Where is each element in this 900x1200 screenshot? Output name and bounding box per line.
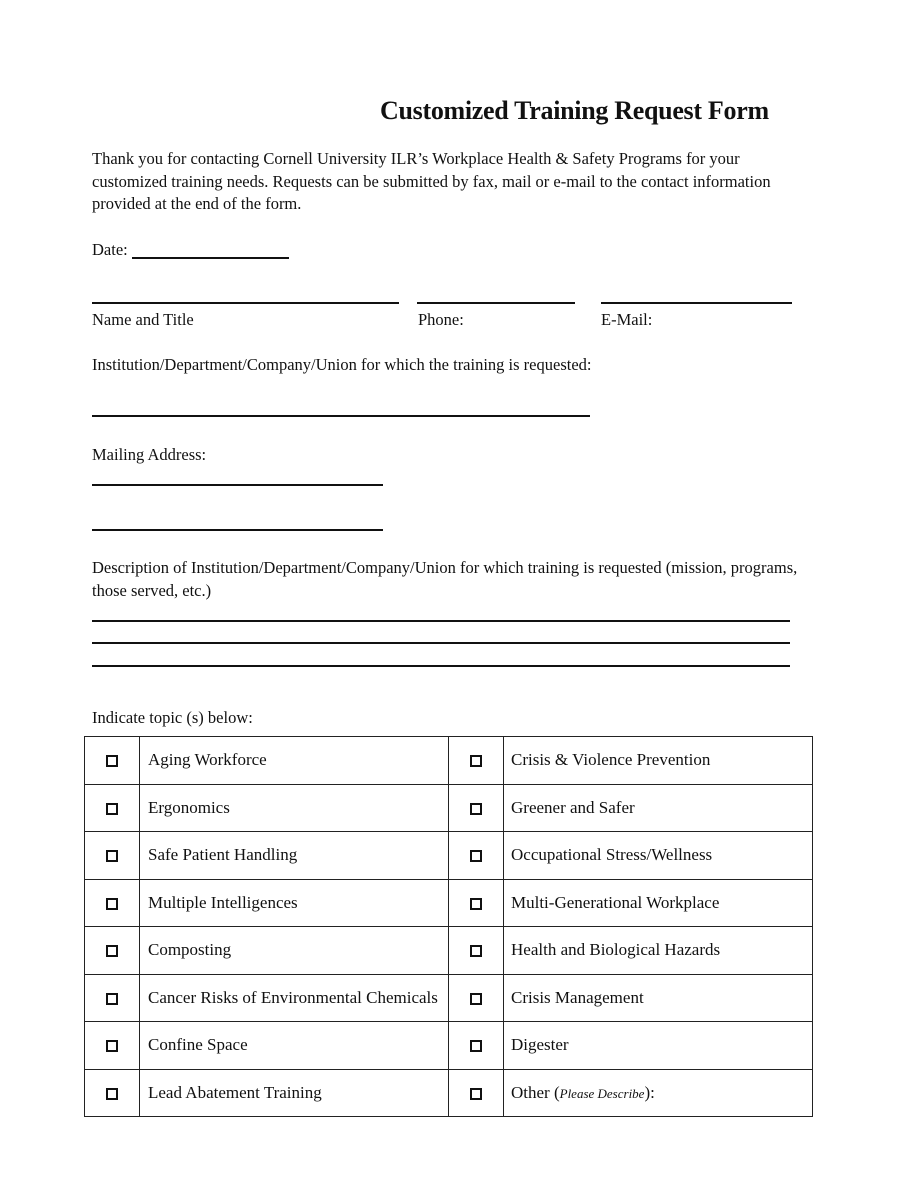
topic-text: Health and Biological Hazards [511, 940, 721, 960]
topic-label [140, 1022, 449, 1070]
date-field[interactable] [132, 257, 289, 259]
topic-row [85, 832, 813, 880]
checkbox[interactable] [470, 1040, 482, 1052]
topic-label [504, 879, 813, 927]
topic-checkbox-cell [85, 832, 140, 880]
topic-label [504, 784, 813, 832]
topic-text: Occupational Stress/Wellness [511, 845, 713, 865]
topic-checkbox-cell [449, 784, 504, 832]
other-describe-note: Please Describe [559, 1085, 645, 1101]
topic-checkbox-cell [85, 737, 140, 785]
description-field-3[interactable] [92, 665, 790, 667]
topic-row [85, 927, 813, 975]
topic-checkbox-cell [449, 832, 504, 880]
topic-text: Multiple Intelligences [148, 892, 298, 912]
topic-label [140, 784, 449, 832]
topic-row [85, 737, 813, 785]
topic-checkbox-cell [85, 784, 140, 832]
topic-label [140, 737, 449, 785]
checkbox[interactable] [470, 850, 482, 862]
checkbox[interactable] [106, 1040, 118, 1052]
topic-text: Composting [148, 940, 232, 960]
topic-text: Cancer Risks of Environmental Chemicals [148, 987, 438, 1007]
institution-field[interactable] [92, 415, 590, 417]
topic-label [140, 927, 449, 975]
topic-label [504, 737, 813, 785]
checkbox[interactable] [106, 945, 118, 957]
intro-paragraph: Thank you for contacting Cornell University ILR’s Workplace Health & Safety Programs for your customized training needs. Requests can be submitted by fax, mail or e-mail to the contact information provided at the end of the form. [92, 149, 771, 213]
topic-checkbox-cell [85, 1069, 140, 1117]
topic-checkbox-cell [449, 974, 504, 1022]
topic-row [85, 974, 813, 1022]
topic-label [504, 927, 813, 975]
topic-text: Crisis Management [511, 987, 644, 1007]
topic-text: Other ( [511, 1082, 560, 1102]
topic-label [504, 1069, 813, 1117]
topics-label: Indicate topic (s) below: [92, 708, 253, 727]
mailing-address-field-1[interactable] [92, 484, 383, 486]
mailing-address-label: Mailing Address: [92, 445, 207, 464]
checkbox[interactable] [470, 945, 482, 957]
topic-text: Multi-Generational Workplace [511, 892, 720, 912]
name-title-label: Name and Title [92, 310, 194, 329]
checkbox[interactable] [470, 755, 482, 767]
topic-label [140, 832, 449, 880]
topic-checkbox-cell [449, 927, 504, 975]
topic-text: Confine Space [148, 1035, 248, 1055]
checkbox[interactable] [470, 898, 482, 910]
checkbox[interactable] [106, 803, 118, 815]
date-label: Date: [92, 240, 128, 259]
topic-label [504, 832, 813, 880]
topic-checkbox-cell [449, 1022, 504, 1070]
mailing-address-field-2[interactable] [92, 529, 383, 531]
institution-label: Institution/Department/Company/Union for which the training is requested: [92, 355, 592, 374]
topic-text: Greener and Safer [511, 797, 635, 817]
topic-row [85, 784, 813, 832]
topic-label [140, 1069, 449, 1117]
topic-checkbox-cell [449, 879, 504, 927]
checkbox[interactable] [470, 1088, 482, 1100]
checkbox[interactable] [106, 993, 118, 1005]
email-field[interactable] [601, 302, 792, 304]
description-label-line1: Description of Institution/Department/Company/Union for which training is requested (mission, programs, [92, 558, 798, 577]
name-title-field[interactable] [92, 302, 399, 304]
other-suffix: ): [644, 1082, 655, 1102]
topic-row [85, 1022, 813, 1070]
topic-text: Crisis & Violence Prevention [511, 750, 711, 770]
topic-label [504, 1022, 813, 1070]
topic-checkbox-cell [449, 1069, 504, 1117]
phone-label: Phone: [418, 310, 464, 329]
phone-field[interactable] [417, 302, 575, 304]
checkbox[interactable] [106, 1088, 118, 1100]
topic-row [85, 879, 813, 927]
topic-checkbox-cell [85, 974, 140, 1022]
topic-text: Digester [511, 1035, 569, 1055]
checkbox[interactable] [470, 993, 482, 1005]
topic-checkbox-cell [85, 879, 140, 927]
description-field-1[interactable] [92, 620, 790, 622]
topic-text: Aging Workforce [148, 750, 267, 770]
topic-row [85, 1069, 813, 1117]
checkbox[interactable] [106, 755, 118, 767]
email-label: E-Mail: [601, 310, 653, 329]
topic-label [504, 974, 813, 1022]
topic-checkbox-cell [85, 927, 140, 975]
description-label-line2: those served, etc.) [92, 581, 212, 600]
topic-text: Lead Abatement Training [148, 1082, 322, 1102]
description-field-2[interactable] [92, 642, 790, 644]
checkbox[interactable] [106, 898, 118, 910]
checkbox[interactable] [106, 850, 118, 862]
topics-table [84, 736, 813, 1117]
topic-label [140, 974, 449, 1022]
checkbox[interactable] [470, 803, 482, 815]
topic-label [140, 879, 449, 927]
topic-checkbox-cell [449, 737, 504, 785]
topic-text: Safe Patient Handling [148, 845, 298, 865]
form-title: Customized Training Request Form [380, 96, 769, 125]
topic-checkbox-cell [85, 1022, 140, 1070]
topic-text: Ergonomics [148, 797, 230, 817]
topics-table-body [85, 737, 813, 1117]
